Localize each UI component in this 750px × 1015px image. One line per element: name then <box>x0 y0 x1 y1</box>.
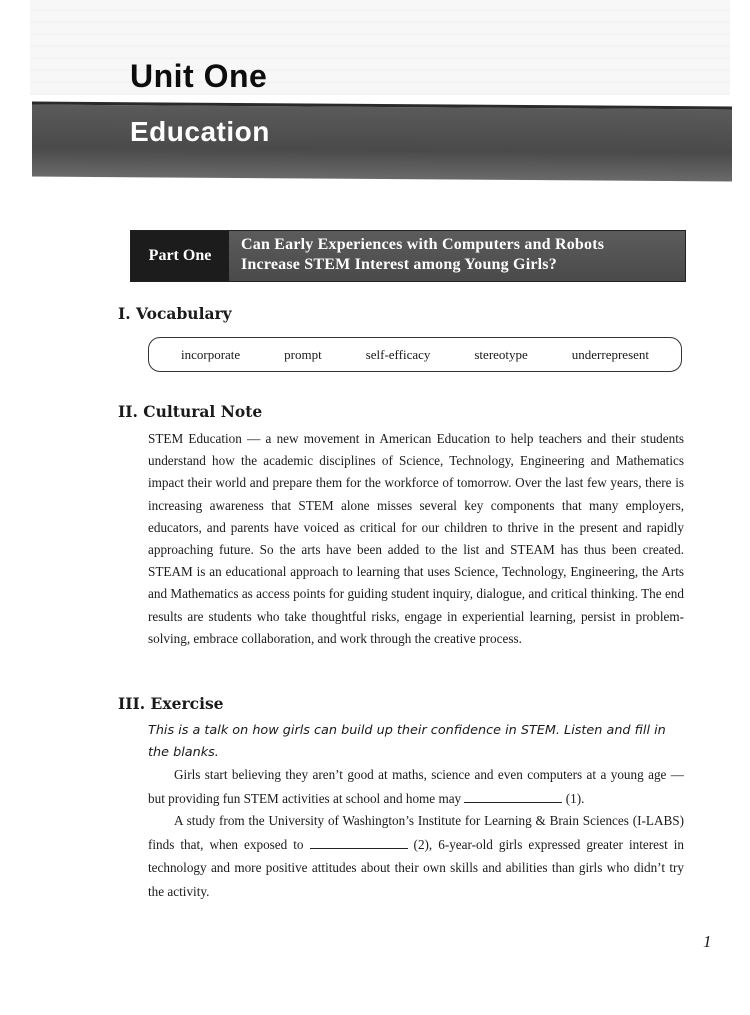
vocabulary-box <box>148 337 682 372</box>
exercise-paragraph-1 <box>148 763 684 810</box>
part-title <box>229 231 685 281</box>
part-title-line-1: Can Early Experiences with Computers and Robots <box>241 236 605 253</box>
cultural-note-text: STEM Education — a new movement in American Education to help teachers and their students understand how the academic disciplines of Science, Technology, Engineering and Mathematics impact their world and prepare them for the workforce of tomorrow. Over the last few years, there is increasing awareness that STEM alone misses several key components that many employers, educators, and parents have voiced as critical for our children to thrive in the present and rapidly approaching future. So the arts have been added to the list and STEAM has thus been created. STEAM is an educational approach to learning that uses Science, Technology, Engineering, the Arts and Mathematics as access points for guiding student inquiry, dialogue, and critical thinking. The end results are students who take thoughtful risks, engage in experiential learning, persist in problem-solving, embrace collaboration, and work through the creative process. <box>148 431 684 646</box>
blank-1[interactable] <box>464 790 562 803</box>
exercise-instruction: This is a talk on how girls can build up their confidence in STEM. Listen and fill in the blanks. <box>148 723 666 760</box>
cultural-note-heading: II. Cultural Note <box>118 402 263 421</box>
part-title-line-2: Increase STEM Interest among Young Girls? <box>241 256 557 273</box>
vocab-word: stereotype <box>474 346 528 362</box>
part-label: Part One <box>131 231 229 281</box>
paragraph-1-text: Girls start believing they aren’t good at maths, science and even computers at a young age — but providing fun STEM activities at school and home may <box>148 767 684 806</box>
topic-title: Education <box>130 116 270 147</box>
unit-title: Unit One <box>130 58 268 94</box>
paragraph-1-end: (1). <box>565 790 585 806</box>
vocab-word: incorporate <box>180 346 241 362</box>
part-header <box>130 230 686 282</box>
paragraph-2-end: (2), 6-year-old girls expressed greater interest in technology and more positive attitudes about their own skills and abilities than girls who didn’t try the activity. <box>148 836 685 899</box>
exercise-heading: III. Exercise <box>118 694 224 713</box>
vocab-word: underrepresent <box>571 346 650 362</box>
exercise-paragraph-2 <box>148 809 684 903</box>
blank-2[interactable] <box>310 836 408 849</box>
vocabulary-heading: I. Vocabulary <box>118 304 232 323</box>
paragraph-2-text: A study from the University of Washington’s Institute for Learning & Brain Sciences (I-LABS) finds that, when exposed to <box>148 813 684 852</box>
vocab-word: self-efficacy <box>365 346 431 362</box>
page-number: 1 <box>703 932 712 951</box>
vocab-word: prompt <box>284 346 322 362</box>
